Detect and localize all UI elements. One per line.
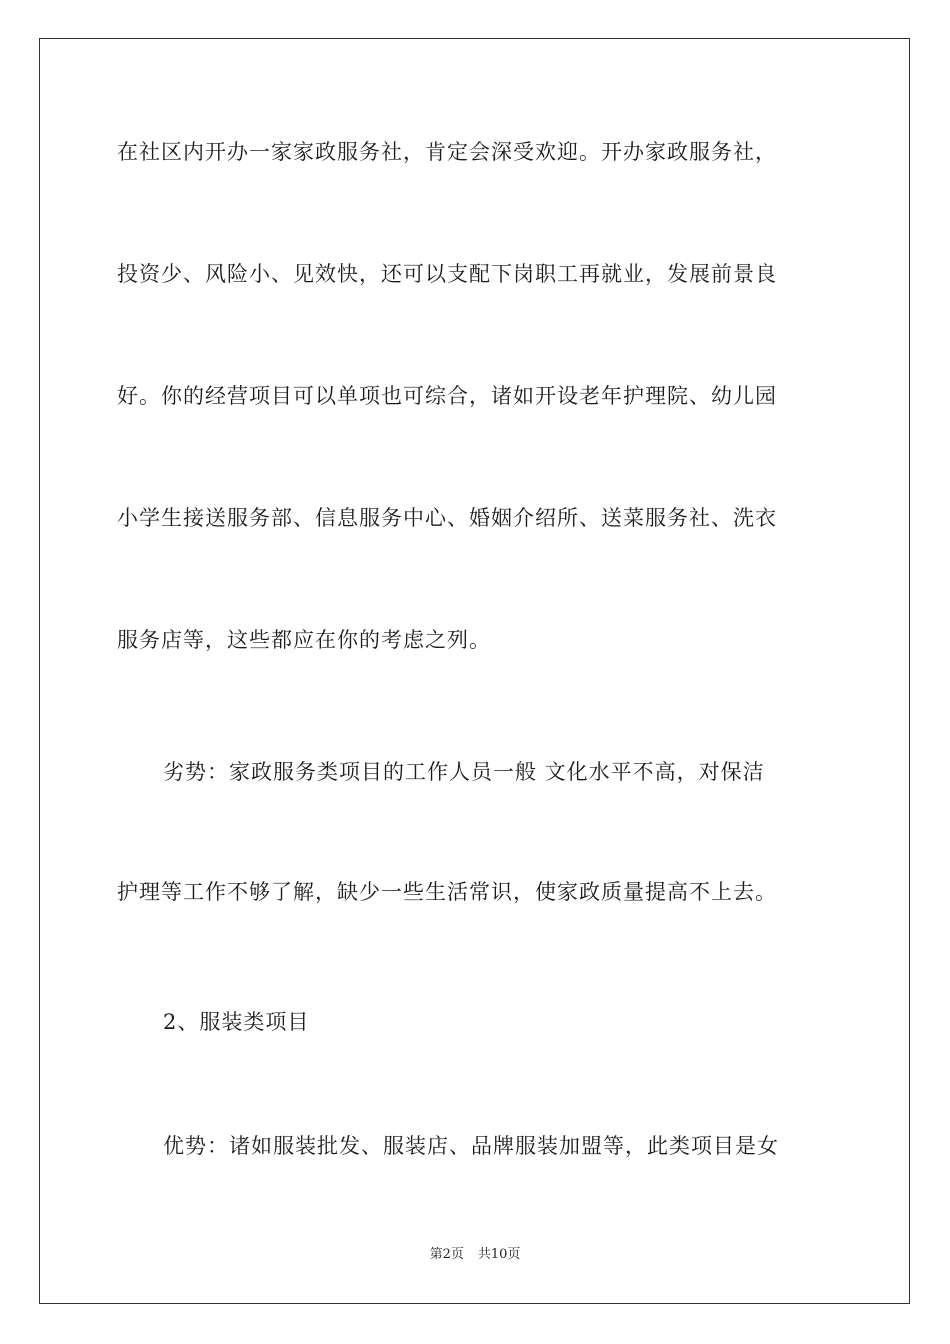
body-text-line: 护理等工作不够了解，缺少一些生活常识，使家政质量提高不上去。 bbox=[117, 880, 777, 904]
body-text-line: 劣势：家政服务类项目的工作人员一般 文化水平不高，对保洁 bbox=[163, 760, 765, 784]
section-heading: 2、服装类项目 bbox=[163, 1010, 310, 1034]
body-text-line: 优势：诸如服装批发、服装店、品牌服装加盟等，此类项目是女 bbox=[163, 1134, 779, 1158]
body-text-line: 投资少、风险小、见效快，还可以支配下岗职工再就业，发展前景良 bbox=[117, 262, 777, 286]
body-text-line: 服务店等，这些都应在你的考虑之列。 bbox=[117, 628, 491, 652]
body-text-line: 小学生接送服务部、信息服务中心、婚姻介绍所、送菜服务社、洗衣 bbox=[117, 506, 777, 530]
page-number: 第2页 bbox=[429, 1247, 464, 1262]
page-footer bbox=[0, 1246, 950, 1264]
body-text-line: 好。你的经营项目可以单项也可综合，诸如开设老年护理院、幼儿园 bbox=[117, 384, 777, 408]
body-text-line: 在社区内开办一家家政服务社，肯定会深受欢迎。开办家政服务社， bbox=[117, 140, 777, 164]
total-pages: 共10页 bbox=[477, 1247, 521, 1262]
page-border bbox=[39, 38, 910, 1304]
